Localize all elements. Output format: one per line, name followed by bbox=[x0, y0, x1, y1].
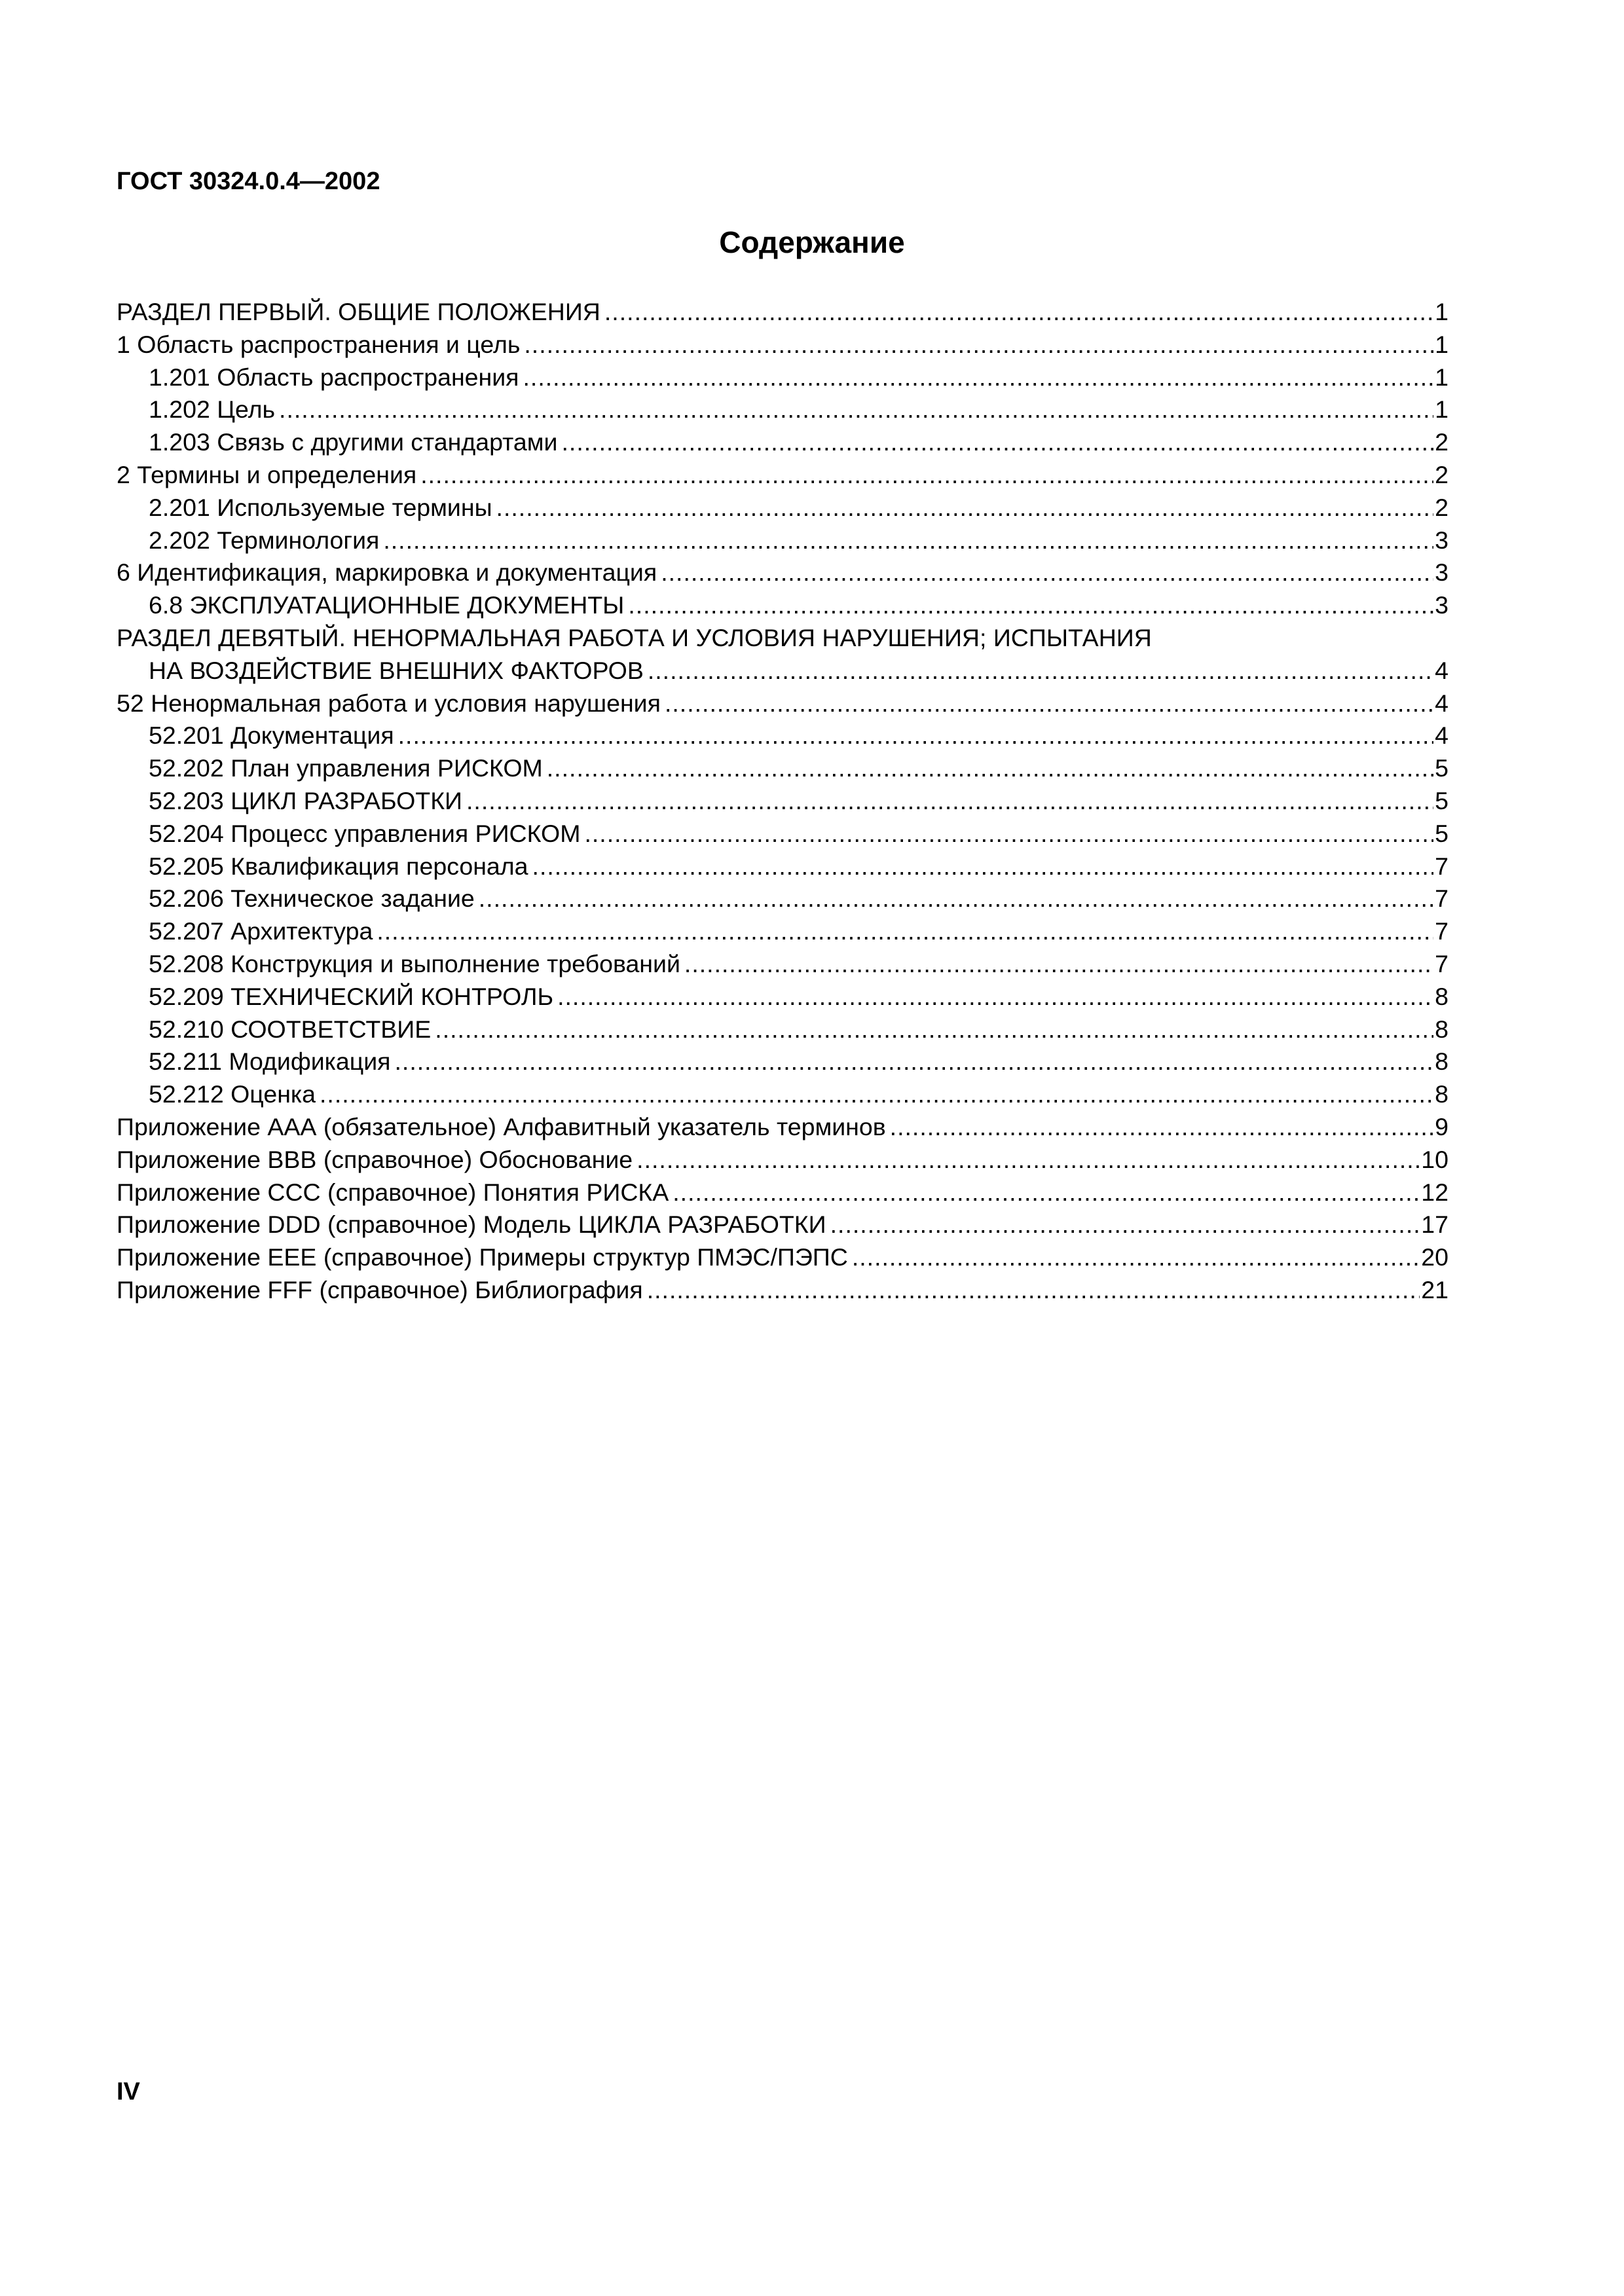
toc-entry[interactable] bbox=[117, 524, 1449, 557]
toc-entry[interactable] bbox=[117, 393, 1449, 426]
toc-entry[interactable] bbox=[117, 850, 1449, 883]
toc-entry-title: 52.207 Архитектура bbox=[149, 917, 373, 945]
toc-entry[interactable] bbox=[117, 948, 1449, 981]
toc-entry-page: 2 bbox=[1435, 493, 1449, 521]
toc-dot-leader bbox=[648, 655, 1433, 687]
toc-entry[interactable] bbox=[117, 1241, 1449, 1274]
toc-entry-page: 12 bbox=[1421, 1178, 1449, 1206]
toc-dot-leader bbox=[394, 1046, 1433, 1078]
toc-entry-title: Приложение ВВВ (справочное) Обоснование bbox=[117, 1145, 633, 1173]
toc-entry-page: 7 bbox=[1435, 884, 1449, 913]
toc-dot-leader bbox=[584, 818, 1433, 850]
toc-entry-title: 52.211 Модификация bbox=[149, 1048, 391, 1076]
toc-entry-page: 4 bbox=[1435, 656, 1449, 684]
toc-entry[interactable] bbox=[117, 687, 1449, 720]
toc-entry[interactable] bbox=[117, 1209, 1449, 1241]
toc-entry[interactable] bbox=[117, 752, 1449, 785]
toc-entry-title: 52.208 Конструкция и выполнение требований bbox=[149, 949, 680, 977]
toc-entry-title: 6 Идентификация, маркировка и документация bbox=[117, 558, 657, 587]
toc-dot-leader bbox=[383, 524, 1433, 557]
toc-entry[interactable] bbox=[117, 1144, 1449, 1176]
toc-entry-title: 2 Термины и определения bbox=[117, 460, 417, 488]
page-number: IV bbox=[117, 2078, 140, 2105]
toc-dot-leader bbox=[665, 687, 1433, 720]
toc-dot-leader bbox=[377, 915, 1433, 948]
toc-entry-page: 3 bbox=[1435, 591, 1449, 619]
toc-dot-leader bbox=[496, 492, 1434, 524]
toc-entry-title: РАЗДЕЛ ПЕРВЫЙ. ОБЩИЕ ПОЛОЖЕНИЯ bbox=[117, 298, 600, 325]
toc-entry-title: 52.203 ЦИКЛ РАЗРАБОТКИ bbox=[149, 786, 463, 814]
toc-dot-leader bbox=[523, 361, 1434, 394]
toc-dot-leader bbox=[628, 589, 1433, 622]
toc-dot-leader bbox=[830, 1209, 1420, 1241]
toc-entry[interactable] bbox=[117, 1013, 1449, 1046]
toc-entry[interactable] bbox=[117, 622, 1449, 655]
toc-entry-page: 9 bbox=[1435, 1112, 1449, 1140]
toc-entry-title: 1.203 Связь с другими стандартами bbox=[149, 428, 558, 456]
toc-entry-page: 2 bbox=[1435, 428, 1449, 456]
toc-entry-title: 52.201 Документация bbox=[149, 721, 394, 750]
toc-entry-title: Приложение ССС (справочное) Понятия РИСКА bbox=[117, 1178, 669, 1206]
toc-dot-leader bbox=[532, 850, 1434, 883]
toc-entry-page: 7 bbox=[1435, 949, 1449, 977]
toc-dot-leader bbox=[852, 1241, 1420, 1274]
toc-entry-page: 2 bbox=[1435, 460, 1449, 488]
toc-entry[interactable] bbox=[117, 1046, 1449, 1078]
contents-title: Содержание bbox=[719, 225, 905, 259]
toc-entry-page: 8 bbox=[1435, 1015, 1449, 1043]
toc-dot-leader bbox=[604, 296, 1433, 329]
toc-entry[interactable] bbox=[117, 785, 1449, 818]
toc-entry-title: 1.202 Цель bbox=[149, 395, 276, 424]
toc-entry[interactable] bbox=[117, 655, 1449, 687]
toc-entry[interactable] bbox=[117, 492, 1449, 524]
toc-entry-title: Приложение FFF (справочное) Библиография bbox=[117, 1275, 643, 1303]
toc-entry[interactable] bbox=[117, 1078, 1449, 1111]
toc-entry-page: 20 bbox=[1421, 1243, 1449, 1271]
toc-entry-title: 2.202 Терминология bbox=[149, 526, 380, 554]
toc-entry-page: 21 bbox=[1421, 1275, 1449, 1303]
toc-entry[interactable] bbox=[117, 720, 1449, 752]
toc-dot-leader bbox=[524, 329, 1433, 361]
toc-entry-page: 5 bbox=[1435, 754, 1449, 782]
toc-entry-title: 52.205 Квалификация персонала bbox=[149, 852, 528, 880]
toc-entry[interactable] bbox=[117, 1111, 1449, 1144]
toc-entry-title: Приложение ААА (обязательное) Алфавитный указатель терминов bbox=[117, 1112, 886, 1140]
toc-entry-title: 6.8 ЭКСПЛУАТАЦИОННЫЕ ДОКУМЕНТЫ bbox=[149, 591, 625, 619]
toc-dot-leader bbox=[398, 720, 1434, 752]
toc-entry[interactable] bbox=[117, 1176, 1449, 1209]
toc-entry[interactable] bbox=[117, 883, 1449, 915]
toc-entry[interactable] bbox=[117, 556, 1449, 589]
toc-entry-page: 5 bbox=[1435, 819, 1449, 847]
toc-entry-title: 1 Область распространения и цель bbox=[117, 330, 521, 358]
toc-dot-leader bbox=[684, 948, 1433, 981]
toc-dot-leader bbox=[661, 556, 1433, 589]
toc-entry-page: 4 bbox=[1435, 689, 1449, 717]
toc-dot-leader bbox=[647, 1274, 1420, 1307]
toc-dot-leader bbox=[561, 426, 1433, 459]
toc-entry-page: 7 bbox=[1435, 917, 1449, 945]
toc-entry-page: 8 bbox=[1435, 1080, 1449, 1108]
toc-entry-title: РАЗДЕЛ ДЕВЯТЫЙ. НЕНОРМАЛЬНАЯ РАБОТА И УСЛОВИЯ НАРУШЕНИЯ; ИСПЫТАНИЯ bbox=[117, 623, 1152, 651]
toc-entry[interactable] bbox=[117, 459, 1449, 492]
toc-entry-page: 3 bbox=[1435, 526, 1449, 554]
toc-entry-title: НА ВОЗДЕЙСТВИЕ ВНЕШНИХ ФАКТОРОВ bbox=[149, 656, 644, 684]
toc-entry[interactable] bbox=[117, 296, 1449, 329]
toc-entry-title: 52 Ненормальная работа и условия нарушения bbox=[117, 689, 661, 717]
toc-entry-title: 52.210 СООТВЕТСТВИЕ bbox=[149, 1015, 432, 1043]
toc-entry-title: Приложение ЕЕЕ (справочное) Примеры структур ПМЭС/ПЭПС bbox=[117, 1243, 848, 1271]
toc-entry-title: 1.201 Область распространения bbox=[149, 363, 519, 391]
toc-entry-page: 8 bbox=[1435, 1048, 1449, 1076]
toc-dot-leader bbox=[466, 785, 1433, 818]
toc-entry-title: 52.202 План управления РИСКОМ bbox=[149, 754, 543, 782]
toc-entry[interactable] bbox=[117, 426, 1449, 459]
toc-dot-leader bbox=[479, 883, 1433, 915]
toc-entry[interactable] bbox=[117, 981, 1449, 1013]
toc-entry-page: 7 bbox=[1435, 852, 1449, 880]
toc-entry-page: 1 bbox=[1435, 298, 1449, 325]
document-code-header: ГОСТ 30324.0.4—2002 bbox=[117, 168, 380, 195]
toc-entry-title: 52.212 Оценка bbox=[149, 1080, 316, 1108]
toc-entry-title: Приложение DDD (справочное) Модель ЦИКЛА РАЗРАБОТКИ bbox=[117, 1211, 826, 1239]
toc-entry-page: 4 bbox=[1435, 721, 1449, 750]
toc-dot-leader bbox=[279, 393, 1433, 426]
toc-entry-page: 1 bbox=[1435, 330, 1449, 358]
toc-entry-page: 3 bbox=[1435, 558, 1449, 587]
toc-dot-leader bbox=[557, 981, 1433, 1013]
toc-dot-leader bbox=[420, 459, 1433, 492]
toc-entry-page: 1 bbox=[1435, 395, 1449, 424]
toc-entry-page: 5 bbox=[1435, 786, 1449, 814]
toc-entry[interactable] bbox=[117, 818, 1449, 850]
toc-entry-page: 1 bbox=[1435, 363, 1449, 391]
toc-entry[interactable] bbox=[117, 361, 1449, 394]
table-of-contents bbox=[117, 296, 1449, 1307]
toc-dot-leader bbox=[673, 1176, 1420, 1209]
toc-entry-page: 10 bbox=[1421, 1145, 1449, 1173]
toc-entry-page: 8 bbox=[1435, 982, 1449, 1010]
toc-entry-page: 17 bbox=[1421, 1211, 1449, 1239]
toc-entry[interactable] bbox=[117, 329, 1449, 361]
toc-entry[interactable] bbox=[117, 589, 1449, 622]
toc-entry-title: 52.206 Техническое задание bbox=[149, 884, 475, 913]
toc-entry-title: 2.201 Используемые термины bbox=[149, 493, 492, 521]
toc-entry[interactable] bbox=[117, 1274, 1449, 1307]
toc-dot-leader bbox=[547, 752, 1433, 785]
toc-entry[interactable] bbox=[117, 915, 1449, 948]
toc-dot-leader bbox=[320, 1078, 1433, 1111]
toc-dot-leader bbox=[890, 1111, 1433, 1144]
toc-dot-leader bbox=[637, 1144, 1420, 1176]
toc-entry-title: 52.204 Процесс управления РИСКОМ bbox=[149, 819, 581, 847]
toc-entry-title: 52.209 ТЕХНИЧЕСКИЙ КОНТРОЛЬ bbox=[149, 982, 554, 1010]
toc-dot-leader bbox=[435, 1013, 1433, 1046]
